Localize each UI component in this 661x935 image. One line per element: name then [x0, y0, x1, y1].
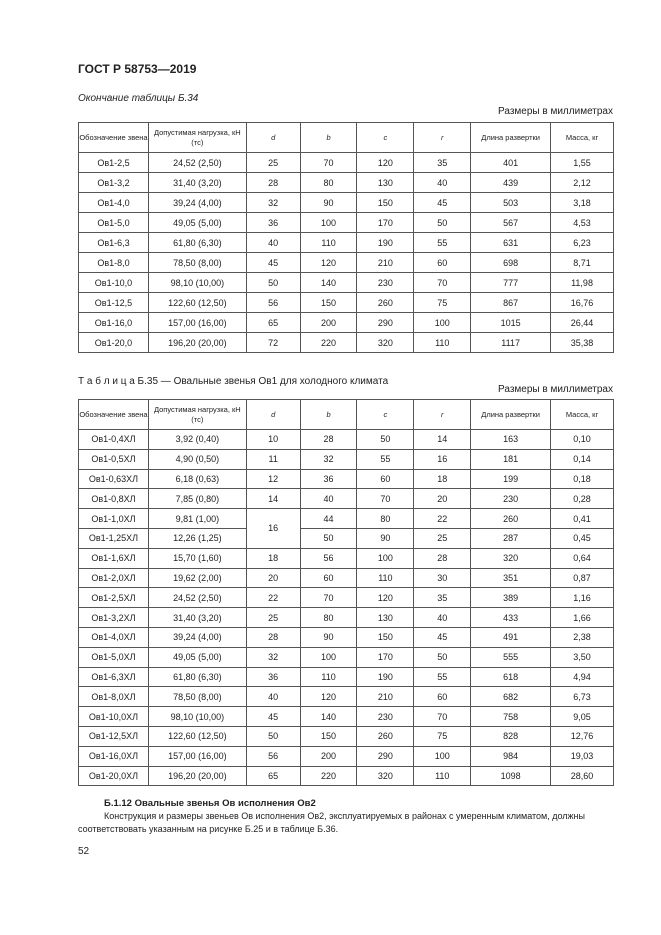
- table-cell: 210: [357, 253, 414, 273]
- table-row: [79, 667, 614, 687]
- table-cell: 130: [357, 608, 414, 628]
- table-cell: 45: [246, 707, 300, 727]
- table-cell: 320: [357, 766, 414, 786]
- table-row: [79, 707, 614, 727]
- table-cell: Ов1-6,3ХЛ: [79, 667, 149, 687]
- table-cell: 9,05: [551, 707, 614, 727]
- table-cell: 19,03: [551, 746, 614, 766]
- table-cell: 31,40 (3,20): [148, 173, 246, 193]
- table-cell: 75: [414, 293, 471, 313]
- table-cell: 12: [246, 469, 300, 489]
- table-cell: 220: [300, 333, 357, 353]
- table-cell: Ов1-8,0ХЛ: [79, 687, 149, 707]
- table-cell: 20: [246, 568, 300, 588]
- table-row: [79, 153, 614, 173]
- table-cell: 36: [246, 667, 300, 687]
- table-cell: 28: [300, 430, 357, 450]
- table-cell: 1015: [471, 313, 551, 333]
- table-cell: 24,52 (2,50): [148, 153, 246, 173]
- table-cell: 32: [246, 193, 300, 213]
- table-cell: 60: [414, 687, 471, 707]
- table-cell: 150: [357, 627, 414, 647]
- table-cell: 9,81 (1,00): [148, 509, 246, 529]
- table-cell: 31,40 (3,20): [148, 608, 246, 628]
- table-cell: 631: [471, 233, 551, 253]
- table-cell: 45: [414, 193, 471, 213]
- table-cell: 100: [357, 548, 414, 568]
- table-row: [79, 568, 614, 588]
- table-cell: 100: [414, 746, 471, 766]
- table-row: [79, 430, 614, 450]
- table-cell: 70: [300, 588, 357, 608]
- table-cell: 50: [414, 213, 471, 233]
- table-cell: 3,50: [551, 647, 614, 667]
- table-cell: Ов1-0,4ХЛ: [79, 430, 149, 450]
- table-cell: 4,53: [551, 213, 614, 233]
- table-cell: 19,62 (2,00): [148, 568, 246, 588]
- table-cell: 40: [246, 687, 300, 707]
- table-header-row: [79, 123, 614, 153]
- table-cell: Ов1-10,0: [79, 273, 149, 293]
- table-cell: 24,52 (2,50): [148, 588, 246, 608]
- table-cell: 503: [471, 193, 551, 213]
- table-row: [79, 548, 614, 568]
- table-cell: 4,90 (0,50): [148, 449, 246, 469]
- table-cell: 4,94: [551, 667, 614, 687]
- table-cell: 777: [471, 273, 551, 293]
- table-cell: 100: [414, 313, 471, 333]
- col-header: Обозначение звена: [79, 400, 149, 430]
- table-cell: 150: [357, 193, 414, 213]
- table-cell: 90: [300, 193, 357, 213]
- table-cell: 25: [246, 608, 300, 628]
- table-row: [79, 746, 614, 766]
- table-cell: Ов1-20,0: [79, 333, 149, 353]
- table-cell: 110: [357, 568, 414, 588]
- table-row: [79, 293, 614, 313]
- table-cell: 0,18: [551, 469, 614, 489]
- table-cell: 196,20 (20,00): [148, 766, 246, 786]
- table-cell: Ов1-0,8ХЛ: [79, 489, 149, 509]
- table-cell: 61,80 (6,30): [148, 667, 246, 687]
- table-cell: 618: [471, 667, 551, 687]
- table-cell: 90: [300, 627, 357, 647]
- table-cell: 25: [414, 528, 471, 548]
- table-row: [79, 333, 614, 353]
- table-cell: 28: [246, 173, 300, 193]
- table-cell: 36: [246, 213, 300, 233]
- col-header: d: [246, 400, 300, 430]
- table-cell: 32: [300, 449, 357, 469]
- table-cell: 110: [414, 333, 471, 353]
- table-cell: 260: [471, 509, 551, 529]
- table-cell: Ов1-3,2ХЛ: [79, 608, 149, 628]
- table-cell: 80: [300, 608, 357, 628]
- table-cell: Ов1-2,0ХЛ: [79, 568, 149, 588]
- table-cell: 50: [246, 726, 300, 746]
- table-cell: 80: [357, 509, 414, 529]
- table-cell: 181: [471, 449, 551, 469]
- table-cell: 120: [300, 687, 357, 707]
- table-cell: 163: [471, 430, 551, 450]
- table-cell: 567: [471, 213, 551, 233]
- table-cell: 290: [357, 313, 414, 333]
- col-header: b: [300, 400, 357, 430]
- section-paragraph: Конструкция и размеры звеньев Ов исполнения Ов2, эксплуатируемых в районах с умеренным климатом, должны соответствовать указанным на рисунке Б.25 и в таблице Б.36.: [78, 811, 585, 834]
- table-cell: 90: [357, 528, 414, 548]
- table-cell: 170: [357, 647, 414, 667]
- col-header: Допустимая нагрузка, кН (тс): [148, 400, 246, 430]
- table-cell: 50: [414, 647, 471, 667]
- table-cell: 1098: [471, 766, 551, 786]
- table-row: [79, 253, 614, 273]
- table-cell: 36: [300, 469, 357, 489]
- table-cell: 22: [246, 588, 300, 608]
- table-cell: 35,38: [551, 333, 614, 353]
- col-header: Длина развертки: [471, 123, 551, 153]
- table-cell: 32: [246, 647, 300, 667]
- table-cell: 100: [300, 213, 357, 233]
- table-cell: 122,60 (12,50): [148, 726, 246, 746]
- table1-caption: Окончание таблицы Б.34: [78, 93, 199, 104]
- table-cell: 0,14: [551, 449, 614, 469]
- section-title: Б.1.12 Овальные звенья Ов исполнения Ов2: [104, 798, 316, 809]
- table-cell: 11: [246, 449, 300, 469]
- table-cell: 7,85 (0,80): [148, 489, 246, 509]
- table-cell: 55: [414, 667, 471, 687]
- table-cell: Ов1-0,63ХЛ: [79, 469, 149, 489]
- table-cell: 28: [414, 548, 471, 568]
- table-cell: 70: [357, 489, 414, 509]
- table-cell: Ов1-3,2: [79, 173, 149, 193]
- table-row: [79, 469, 614, 489]
- table-cell: Ов1-8,0: [79, 253, 149, 273]
- table-cell: 0,45: [551, 528, 614, 548]
- table-cell: 70: [414, 273, 471, 293]
- table-cell: 320: [471, 548, 551, 568]
- table-row: [79, 233, 614, 253]
- table-cell: 20: [414, 489, 471, 509]
- table-cell: 16,76: [551, 293, 614, 313]
- table-cell: 44: [300, 509, 357, 529]
- table-cell: 491: [471, 627, 551, 647]
- table-cell: 0,28: [551, 489, 614, 509]
- table-row: [79, 588, 614, 608]
- table-row: [79, 608, 614, 628]
- table-cell: 70: [300, 153, 357, 173]
- table-cell: Ов1-5,0: [79, 213, 149, 233]
- table-cell: 828: [471, 726, 551, 746]
- table-cell: 28: [246, 627, 300, 647]
- col-header: c: [357, 400, 414, 430]
- table-cell: 867: [471, 293, 551, 313]
- col-header: r: [414, 123, 471, 153]
- table-cell: 35: [414, 153, 471, 173]
- table-cell: 1,16: [551, 588, 614, 608]
- table-cell: 200: [300, 746, 357, 766]
- table-cell: 130: [357, 173, 414, 193]
- table-cell: 28,60: [551, 766, 614, 786]
- table-cell: 0,41: [551, 509, 614, 529]
- table-cell: 401: [471, 153, 551, 173]
- table-cell: Ов1-16,0ХЛ: [79, 746, 149, 766]
- table-cell: 1117: [471, 333, 551, 353]
- table-cell: 110: [300, 667, 357, 687]
- table-cell: 14: [414, 430, 471, 450]
- col-header: Обозначение звена: [79, 123, 149, 153]
- col-header: r: [414, 400, 471, 430]
- table-cell: Ов1-2,5: [79, 153, 149, 173]
- table-cell: 98,10 (10,00): [148, 273, 246, 293]
- table-cell: 22: [414, 509, 471, 529]
- table-cell: 8,71: [551, 253, 614, 273]
- table-cell: 60: [300, 568, 357, 588]
- table-cell: 40: [414, 608, 471, 628]
- table-cell: 18: [246, 548, 300, 568]
- table-cell: 190: [357, 667, 414, 687]
- table-row: [79, 213, 614, 233]
- table-cell: 984: [471, 746, 551, 766]
- table-row: [79, 489, 614, 509]
- table-cell: 39,24 (4,00): [148, 627, 246, 647]
- table-cell: 15,70 (1,60): [148, 548, 246, 568]
- table-cell: 230: [357, 273, 414, 293]
- table-cell: 0,10: [551, 430, 614, 450]
- table-cell: 65: [246, 313, 300, 333]
- table-cell: 25: [246, 153, 300, 173]
- table-cell: Ов1-12,5: [79, 293, 149, 313]
- table-cell: 110: [414, 766, 471, 786]
- table-cell: 98,10 (10,00): [148, 707, 246, 727]
- table-cell: 60: [414, 253, 471, 273]
- table-cell: 200: [300, 313, 357, 333]
- table-cell: 56: [246, 293, 300, 313]
- col-header: c: [357, 123, 414, 153]
- table-cell: 78,50 (8,00): [148, 253, 246, 273]
- table-cell: Ов1-0,5ХЛ: [79, 449, 149, 469]
- table-cell: 290: [357, 746, 414, 766]
- table-cell: 0,87: [551, 568, 614, 588]
- table-cell: 140: [300, 707, 357, 727]
- col-header: Длина развертки: [471, 400, 551, 430]
- table-cell: 12,26 (1,25): [148, 528, 246, 548]
- table-cell: 6,18 (0,63): [148, 469, 246, 489]
- table-cell: 122,60 (12,50): [148, 293, 246, 313]
- table-cell: 50: [357, 430, 414, 450]
- table-row: [79, 173, 614, 193]
- table-cell: 49,05 (5,00): [148, 647, 246, 667]
- table-row: [79, 273, 614, 293]
- table-cell: 49,05 (5,00): [148, 213, 246, 233]
- col-header: Масса, кг: [551, 123, 614, 153]
- table-cell: 140: [300, 273, 357, 293]
- table-row: [79, 449, 614, 469]
- table-cell: Ов1-5,0ХЛ: [79, 647, 149, 667]
- table1-units: Размеры в миллиметрах: [498, 106, 613, 117]
- table-cell: 45: [246, 253, 300, 273]
- table-cell: 320: [357, 333, 414, 353]
- table-cell: 18: [414, 469, 471, 489]
- table-cell: 439: [471, 173, 551, 193]
- table-row: [79, 528, 614, 548]
- table-cell: 3,92 (0,40): [148, 430, 246, 450]
- table-cell: 6,23: [551, 233, 614, 253]
- table-cell: 55: [414, 233, 471, 253]
- col-header: d: [246, 123, 300, 153]
- table-cell: 2,38: [551, 627, 614, 647]
- col-header: Масса, кг: [551, 400, 614, 430]
- table-cell: Ов1-10,0ХЛ: [79, 707, 149, 727]
- table-cell: 199: [471, 469, 551, 489]
- table-cell: 287: [471, 528, 551, 548]
- table-row: [79, 509, 614, 529]
- table-cell: 45: [414, 627, 471, 647]
- table-cell: 78,50 (8,00): [148, 687, 246, 707]
- table-cell: Ов1-4,0ХЛ: [79, 627, 149, 647]
- table-row: [79, 687, 614, 707]
- table-b34: [78, 122, 614, 353]
- table-cell: 16: [246, 509, 300, 549]
- col-header: b: [300, 123, 357, 153]
- table-row: [79, 726, 614, 746]
- table-cell: Ов1-4,0: [79, 193, 149, 213]
- table-cell: 157,00 (16,00): [148, 746, 246, 766]
- table-cell: 433: [471, 608, 551, 628]
- table-row: [79, 313, 614, 333]
- table-cell: 351: [471, 568, 551, 588]
- table-cell: 1,55: [551, 153, 614, 173]
- table-cell: 65: [246, 766, 300, 786]
- table-cell: 1,66: [551, 608, 614, 628]
- table-cell: 190: [357, 233, 414, 253]
- table-cell: 758: [471, 707, 551, 727]
- table-b35: [78, 399, 614, 786]
- table-row: [79, 647, 614, 667]
- table-cell: Ов1-1,0ХЛ: [79, 509, 149, 529]
- table-cell: 80: [300, 173, 357, 193]
- table-header-row: [79, 400, 614, 430]
- page-number: 52: [78, 846, 90, 857]
- table-cell: Ов1-1,6ХЛ: [79, 548, 149, 568]
- table2-caption: Т а б л и ц а Б.35 — Овальные звенья Ов1 для холодного климата: [78, 376, 389, 387]
- table-cell: 56: [300, 548, 357, 568]
- table-cell: Ов1-12,5ХЛ: [79, 726, 149, 746]
- table-cell: 150: [300, 293, 357, 313]
- table-cell: Ов1-1,25ХЛ: [79, 528, 149, 548]
- table-cell: 389: [471, 588, 551, 608]
- table-cell: Ов1-2,5ХЛ: [79, 588, 149, 608]
- table-row: [79, 627, 614, 647]
- table-cell: Ов1-16,0: [79, 313, 149, 333]
- table-cell: 50: [300, 528, 357, 548]
- table-cell: 2,12: [551, 173, 614, 193]
- table-cell: 260: [357, 726, 414, 746]
- col-header: Допустимая нагрузка, кН (тс): [148, 123, 246, 153]
- table-cell: 70: [414, 707, 471, 727]
- table-cell: 555: [471, 647, 551, 667]
- table-cell: 170: [357, 213, 414, 233]
- table-cell: 196,20 (20,00): [148, 333, 246, 353]
- table-cell: 14: [246, 489, 300, 509]
- table-cell: 60: [357, 469, 414, 489]
- table-cell: 30: [414, 568, 471, 588]
- table-cell: 682: [471, 687, 551, 707]
- table-cell: 230: [357, 707, 414, 727]
- table-cell: 220: [300, 766, 357, 786]
- table-cell: 120: [357, 153, 414, 173]
- table-cell: 120: [357, 588, 414, 608]
- document-header: ГОСТ Р 58753—2019: [78, 62, 197, 76]
- table-cell: 157,00 (16,00): [148, 313, 246, 333]
- table2-units: Размеры в миллиметрах: [498, 384, 613, 395]
- table-cell: 230: [471, 489, 551, 509]
- table-cell: 6,73: [551, 687, 614, 707]
- table-cell: 40: [246, 233, 300, 253]
- table-cell: 50: [246, 273, 300, 293]
- table-cell: 56: [246, 746, 300, 766]
- table-cell: 11,98: [551, 273, 614, 293]
- table-cell: 55: [357, 449, 414, 469]
- table-cell: 110: [300, 233, 357, 253]
- table-cell: 35: [414, 588, 471, 608]
- table-row: [79, 766, 614, 786]
- table-cell: 100: [300, 647, 357, 667]
- table-cell: 40: [300, 489, 357, 509]
- table-cell: 0,64: [551, 548, 614, 568]
- table-cell: 10: [246, 430, 300, 450]
- table-cell: 260: [357, 293, 414, 313]
- table-cell: 150: [300, 726, 357, 746]
- table-cell: 72: [246, 333, 300, 353]
- table-cell: 40: [414, 173, 471, 193]
- table-cell: 3,18: [551, 193, 614, 213]
- table-cell: 75: [414, 726, 471, 746]
- table-cell: Ов1-6,3: [79, 233, 149, 253]
- table-cell: 12,76: [551, 726, 614, 746]
- table-cell: 26,44: [551, 313, 614, 333]
- table-cell: 16: [414, 449, 471, 469]
- table-cell: 61,80 (6,30): [148, 233, 246, 253]
- table-cell: 39,24 (4,00): [148, 193, 246, 213]
- table-cell: Ов1-20,0ХЛ: [79, 766, 149, 786]
- table-cell: 120: [300, 253, 357, 273]
- table-cell: 210: [357, 687, 414, 707]
- table-row: [79, 193, 614, 213]
- table-cell: 698: [471, 253, 551, 273]
